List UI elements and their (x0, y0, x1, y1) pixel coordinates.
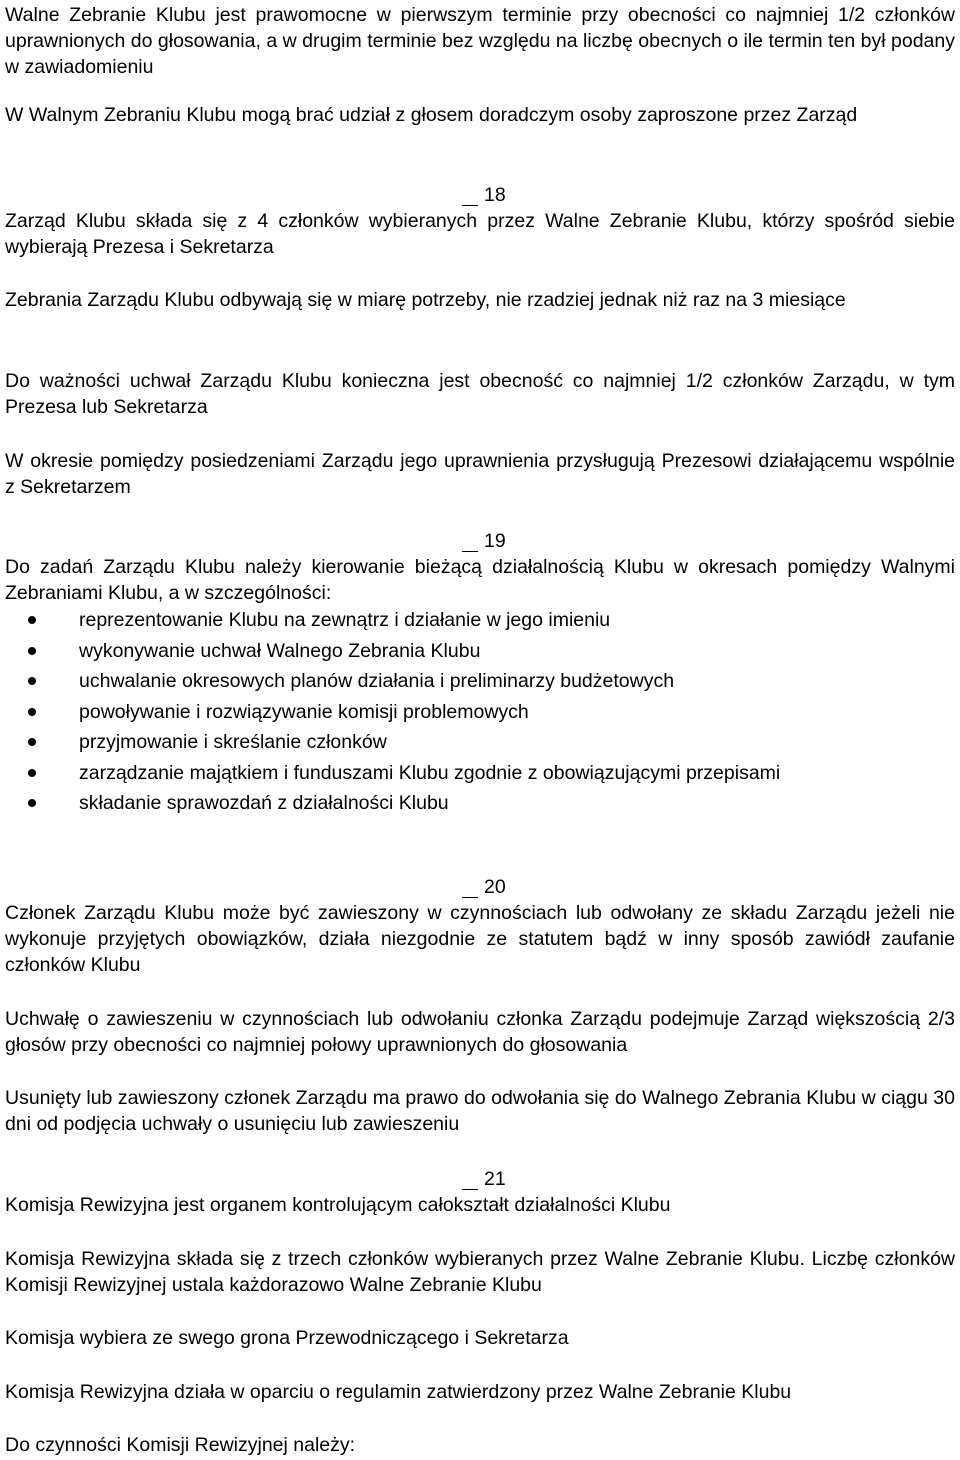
list-item: powoływanie i rozwiązywanie komisji problemowych (5, 699, 955, 730)
section-number: 21 (484, 1168, 506, 1190)
paragraph: W Walnym Zebraniu Klubu mogą brać udział z głosem doradczym osoby zaproszone przez Zarząd (5, 104, 858, 126)
list-item: uchwalanie okresowych planów działania i preliminarzy budżetowych (5, 668, 955, 699)
section-number: 20 (484, 876, 506, 898)
section-sign-icon (460, 874, 478, 900)
paragraph: Komisja Rewizyjna składa się z trzech członków wybieranych przez Walne Zebranie Klubu. Liczbę członków Komisji Rewizyjnej ustala każdorazowo Walne Zebranie Klubu (5, 1248, 955, 1296)
paragraph: Zarząd Klubu składa się z 4 członków wybieranych przez Walne Zebranie Klubu, którzy spośród siebie wybierają Prezesa i Sekretarza (5, 210, 955, 258)
bullet-icon (28, 616, 36, 624)
section-number: 18 (484, 184, 506, 206)
section-heading-19 (460, 528, 506, 554)
paragraph: Komisja wybiera ze swego grona Przewodniczącego i Sekretarza (5, 1327, 569, 1349)
paragraph: Do ważności uchwał Zarządu Klubu konieczna jest obecność co najmniej 1/2 członków Zarządu, w tym Prezesa lub Sekretarza (5, 370, 955, 418)
list-item: przyjmowanie i skreślanie członków (5, 729, 955, 760)
section-heading-18 (460, 182, 506, 208)
section-sign-icon (460, 528, 478, 554)
bullet-icon (28, 708, 36, 716)
paragraph: Komisja Rewizyjna działa w oparciu o regulamin zatwierdzony przez Walne Zebranie Klubu (5, 1381, 792, 1403)
list-item: zarządzanie majątkiem i funduszami Klubu zgodnie z obowiązującymi przepisami (5, 760, 955, 791)
paragraph: Walne Zebranie Klubu jest prawomocne w pierwszym terminie przy obecności co najmniej 1/2 członków uprawnionych do głosowania, a w drugim terminie bez względu na liczbę obecnych o ile termin ten był podany w zawiadomieniu (5, 4, 955, 78)
paragraph: Członek Zarządu Klubu może być zawieszony w czynnościach lub odwołany ze składu Zarządu jeżeli nie wykonuje przyjętych obowiązków, działa niezgodnie ze statutem bądź w inny sposób zawiódł zaufanie członków Klubu (5, 902, 955, 976)
paragraph: Usunięty lub zawieszony członek Zarządu ma prawo do odwołania się do Walnego Zebrania Klubu w ciągu 30 dni od podjęcia uchwały o usunięciu lub zawieszeniu (5, 1087, 955, 1135)
section-heading-21 (460, 1166, 506, 1192)
section-number: 19 (484, 530, 506, 552)
bullet-icon (28, 647, 36, 655)
list-item: składanie sprawozdań z działalności Klubu (5, 790, 955, 821)
bullet-icon (28, 677, 36, 685)
section-sign-icon (460, 182, 478, 208)
paragraph: Uchwałę o zawieszeniu w czynnościach lub odwołaniu członka Zarządu podejmuje Zarząd większością 2/3 głosów przy obecności co najmniej połowy uprawnionych do głosowania (5, 1008, 955, 1056)
paragraph: Zebrania Zarządu Klubu odbywają się w miarę potrzeby, nie rzadziej jednak niż raz na 3 miesiące (5, 289, 846, 311)
list-item: wykonywanie uchwał Walnego Zebrania Klubu (5, 638, 955, 669)
paragraph: W okresie pomiędzy posiedzeniami Zarządu jego uprawnienia przysługują Prezesowi działającemu wspólnie z Sekretarzem (5, 450, 955, 498)
section-sign-icon (460, 1166, 478, 1192)
bullet-icon (28, 799, 36, 807)
section-heading-20 (460, 874, 506, 900)
bullet-icon (28, 738, 36, 746)
list-item: reprezentowanie Klubu na zewnątrz i działanie w jego imieniu (5, 607, 955, 638)
task-list (5, 607, 955, 821)
paragraph: Komisja Rewizyjna jest organem kontrolującym całokształt działalności Klubu (5, 1194, 671, 1216)
paragraph: Do zadań Zarządu Klubu należy kierowanie bieżącą działalnością Klubu w okresach pomiędzy Walnymi Zebraniami Klubu, a w szczególności: (5, 556, 955, 604)
paragraph: Do czynności Komisji Rewizyjnej należy: (5, 1434, 356, 1456)
bullet-icon (28, 769, 36, 777)
